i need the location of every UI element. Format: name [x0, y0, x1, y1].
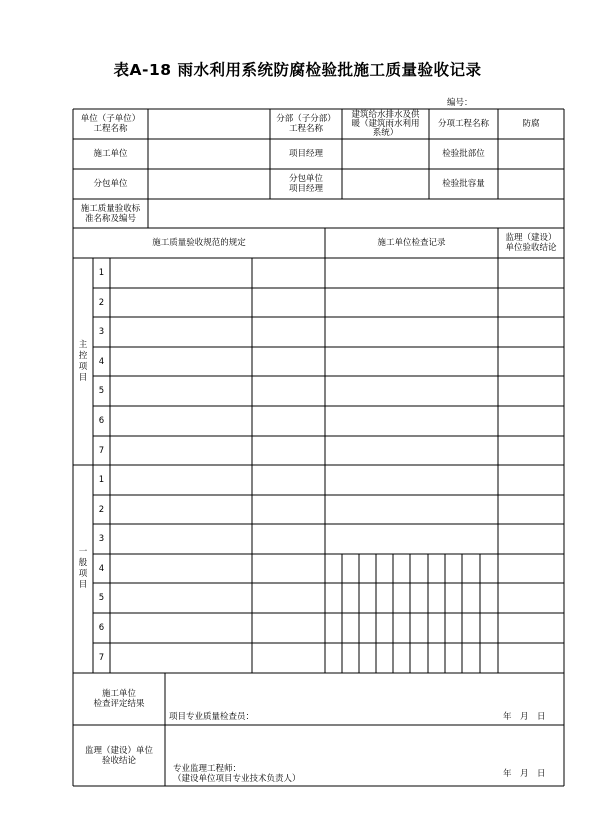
main-row-number: 2: [98, 297, 105, 308]
main-row-number: 5: [98, 386, 105, 396]
standard-label: 施工质量验收标 准名称及编号: [80, 203, 141, 224]
subcontract-unit-label: 分包单位: [93, 179, 128, 189]
subitem-name-label: 分项工程名称: [437, 119, 489, 129]
main-row-number: 7: [98, 445, 105, 456]
supervision-result-label: 监理（建设）单位 验收结论: [84, 745, 153, 766]
code-label: 编号：: [447, 98, 473, 108]
unit-name-label: 单位（子单位） 工程名称: [80, 114, 141, 134]
page-title: 表A-18 雨水利用系统防腐检验批施工质量验收记录: [113, 61, 482, 79]
main-row-number: 1: [98, 268, 105, 278]
general-row-number: 3: [98, 534, 105, 544]
construction-unit-label: 施工单位: [93, 149, 128, 159]
date-label: 年 月 日: [503, 769, 546, 779]
general-row-number: 6: [98, 623, 105, 633]
quality-inspector-label: 项目专业质量检查员：: [169, 712, 255, 722]
subitem-name-value: 防腐: [522, 119, 540, 129]
main-row-number: 6: [98, 416, 105, 426]
division-name-label: 分部（子分部） 工程名称: [276, 114, 336, 134]
conclusion-header: 监理（建设） 单位验收结论: [505, 233, 557, 253]
project-manager-label: 项目经理: [288, 149, 323, 159]
subcontract-manager-label: 分包单位 项目经理: [288, 174, 323, 194]
date-label: 年 月 日: [503, 712, 546, 722]
construction-result-label: 施工单位 检查评定结果: [93, 689, 145, 709]
main-row-number: 3: [98, 327, 105, 337]
general-row-number: 4: [98, 563, 105, 574]
main-items-label: 主 控 项 目: [78, 339, 88, 383]
general-row-number: 1: [98, 475, 105, 485]
general-row-number: 7: [98, 653, 105, 663]
general-row-number: 5: [98, 593, 105, 603]
general-items-label: 一 般 项 目: [78, 547, 88, 590]
main-row-number: 4: [98, 356, 105, 367]
supervisor-label: 专业监理工程师： （建设单位项目专业技术负责人）: [173, 764, 301, 784]
division-name-value: 建筑给水排水及供 暖（建筑雨水利用 系统）: [351, 109, 420, 138]
inspection-part-label: 检验批部位: [442, 149, 485, 159]
spec-header: 施工质量验收规范的规定: [152, 238, 246, 248]
record-header: 施工单位检查记录: [377, 238, 446, 248]
general-row-number: 2: [98, 504, 105, 515]
inspection-capacity-label: 检验批容量: [442, 179, 485, 189]
